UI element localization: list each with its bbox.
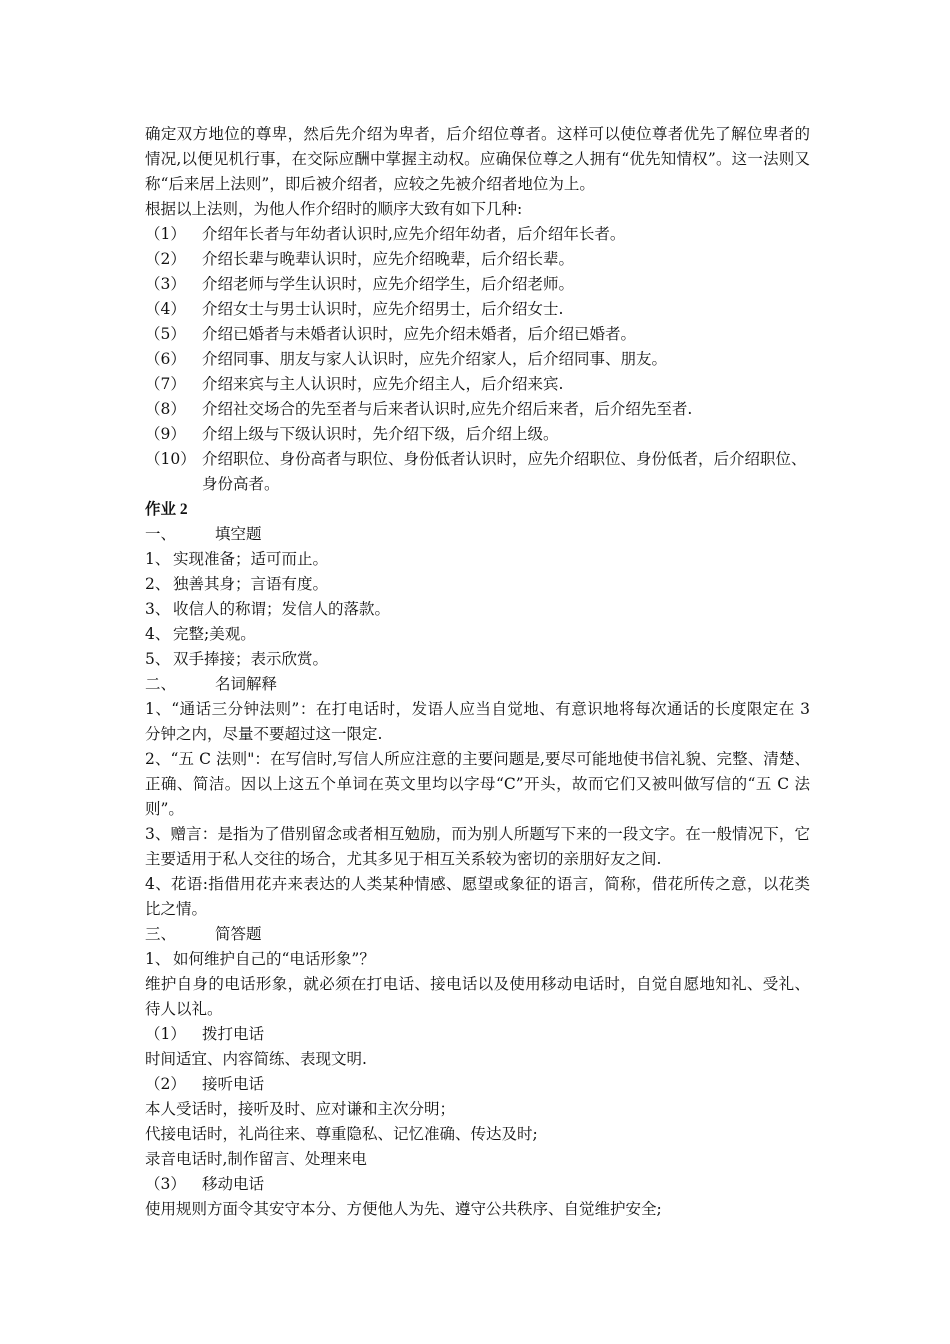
list-item: 5、 双手捧接；表示欣赏。 [145,650,329,668]
term-paragraph: 3、赠言：是指为了借别留念或者相互勉励，而为别人所题写下来的一段文字。在一般情况下，它主要适用于私人交往的场合，尤其多见于相互关系较为密切的亲朋好友之间. [145,825,810,868]
section-heading-short-answer: 三、 简答题 [145,925,262,943]
term-paragraph: 4、花语:指借用花卉来表达的人类某种情感、愿望或象征的语言，简称，借花所传之意，以花类比之情。 [145,875,810,918]
list-item: 1、 实现准备；适可而止。 [145,550,329,568]
term-paragraph: 1、“通话三分钟法则”：在打电话时，发语人应当自觉地、有意识地将每次通话的长度限定在 3 分钟之内，尽量不要超过这一限定. [145,700,810,743]
phone-detail-line: 代接电话时，礼尚往来、尊重隐私、记忆准确、传达及时; [145,1125,538,1143]
list-item: （10） 介绍职位、身份高者与职位、身份低者认识时，应先介绍职位、身份低者，后介绍职位、身份高者。 [145,450,807,493]
phone-subheading: （3） 移动电话 [145,1175,265,1193]
question-1-answer: 维护自身的电话形象，就必须在打电话、接电话以及使用移动电话时，自觉自愿地知礼、受礼、待人以礼。 [145,975,810,1018]
fill-answer-list [145,547,810,672]
phone-detail-line: 录音电话时,制作留言、处理来电 [145,1150,367,1168]
section-heading-fill-blank: 一、 填空题 [145,525,262,543]
list-item: （3） 介绍老师与学生认识时，应先介绍学生，后介绍老师。 [145,275,575,293]
phone-subheading: （2） 接听电话 [145,1075,265,1093]
phone-detail-line: 使用规则方面令其安守本分、方便他人为先、遵守公共秩序、自觉维护安全; [145,1200,662,1218]
list-item: （5） 介绍已婚者与未婚者认识时，应先介绍未婚者，后介绍已婚者。 [145,325,637,343]
list-item: 3、 收信人的称谓；发信人的落款。 [145,600,391,618]
intro-lead: 根据以上法则，为他人作介绍时的顺序大致有如下几种: [145,200,523,218]
list-item: （8） 介绍社交场合的先至者与后来者认识时,应先介绍后来者，后介绍先至者. [145,400,693,418]
list-item: （1） 介绍年长者与年幼者认识时,应先介绍年幼者，后介绍年长者。 [145,225,626,243]
list-item: 2、 独善其身；言语有度。 [145,575,329,593]
list-item: 4、 完整;美观。 [145,625,256,643]
list-item: （4） 介绍女士与男士认识时，应先介绍男士，后介绍女士. [145,300,564,318]
section-heading-terms: 二、 名词解释 [145,675,278,693]
list-item: （9） 介绍上级与下级认识时，先介绍下级，后介绍上级。 [145,425,559,443]
term-paragraph: 2、“五 C 法则"：在写信时,写信人所应注意的主要问题是,要尽可能地使书信礼貌、完整、清楚、正确、简洁。因以上这五个单词在英文里均以字母“C”开头，故而它们又被叫做写信的“五 C 法则”。 [145,750,810,818]
homework-title: 作业 2 [145,501,188,518]
list-item: （6） 介绍同事、朋友与家人认识时，应先介绍家人，后介绍同事、朋友。 [145,350,668,368]
phone-detail-line: 本人受话时，接听及时、应对谦和主次分明； [145,1100,456,1118]
introduction-order-list [145,222,810,497]
phone-detail-line: 时间适宜、内容简练、表现文明. [145,1050,367,1068]
document-body [145,122,810,1222]
intro-paragraph: 确定双方地位的尊卑，然后先介绍为卑者，后介绍位尊者。这样可以使位尊者优先了解位卑者的情况,以便见机行事，在交际应酬中掌握主动权。应确保位尊之人拥有“优先知情权”。这一法则又称“后来居上法则”，即后被介绍者，应较之先被介绍者地位为上。 [145,125,810,193]
list-item: （2） 介绍长辈与晚辈认识时，应先介绍晚辈，后介绍长辈。 [145,250,575,268]
question-1: 1、 如何维护自己的“电话形象”？ [145,950,375,968]
phone-subheading: （1） 拨打电话 [145,1025,265,1043]
list-item: （7） 介绍来宾与主人认识时，应先介绍主人，后介绍来宾. [145,375,564,393]
